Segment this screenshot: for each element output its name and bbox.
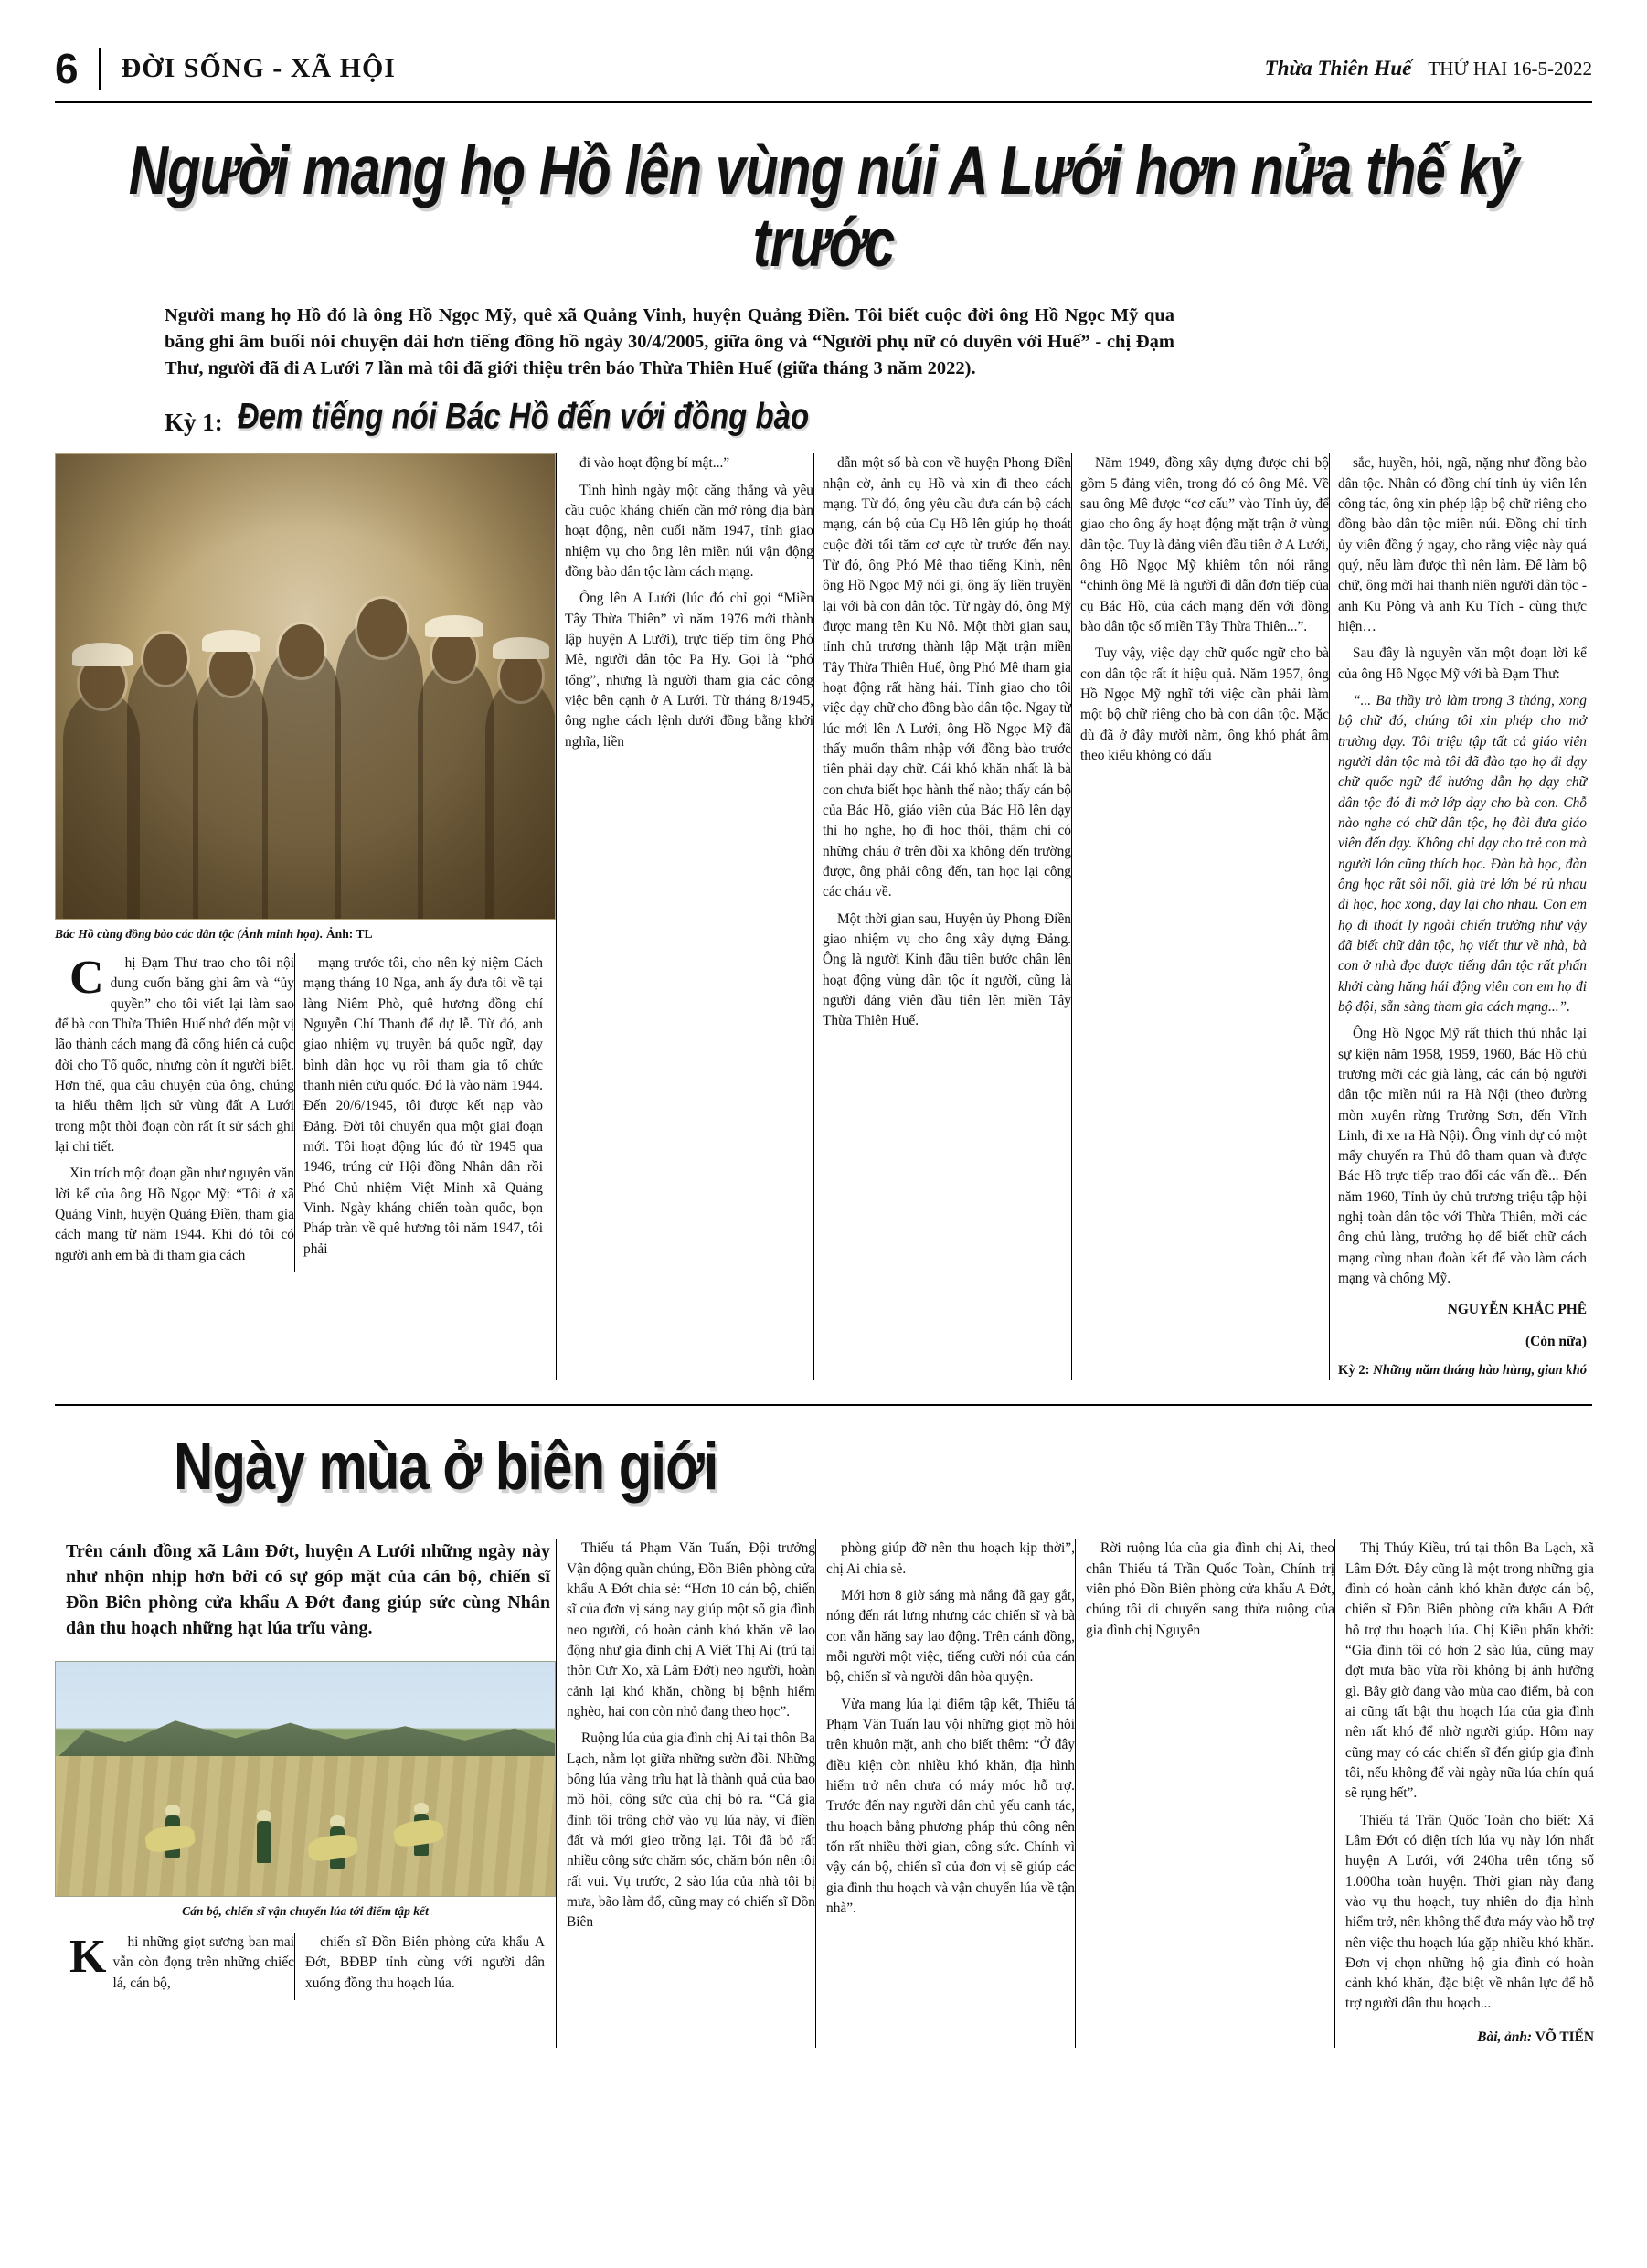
article1-col3-p3: Ông lên A Lưới (lúc đó chỉ gọi “Miền Tây Thừa Thiên” vì năm 1976 mới thành lập huyện A Lưới), trực tiếp tìm ông Phó Mê, người dân tộc Pa Hy. Gọi là “phó tổng”, nhưng là người tham gia các công việc bên cạnh ở A Lưới. Từ tháng 8/1945, ông nghe cách lệnh dưới đồng bằng khởi nghĩa, liền <box>565 591 813 750</box>
article2-left-columns <box>55 1930 556 2000</box>
article1-photo-caption-text: Bác Hồ cùng đồng bào các dân tộc (Ảnh minh họa). <box>55 927 324 942</box>
column-rule <box>1075 1539 1076 2048</box>
paper-name: Thừa Thiên Huế <box>1264 57 1412 80</box>
column-rule <box>813 453 814 1380</box>
article1-photo-caption <box>55 926 556 942</box>
article1-part-row <box>165 395 1592 437</box>
article1-col5-p4: Ông Hồ Ngọc Mỹ rất thích thú nhắc lại sự kiện năm 1958, 1959, 1960, Bác Hồ chủ trương mời các già làng, các cán bộ người dân tộc miền núi ra Hà Nội (theo đường mòn xuyên rừng Trường Sơn, đến Vĩnh Linh, đi xe ra Hà Nội). Ông vinh dự có một mấy chuyến ra Thủ đô tham quan và được Bác Hồ trực tiếp trao đổi các vấn đề... Đến năm 1960, Tỉnh ủy chủ trương triệu tập hội nghị toàn dân tộc với Thừa Thiên, mời các ông chủ làng, trưởng họ để biết chữ cách mạng cùng nhau đoàn kết để vào làm cách mạng và chống Mỹ. <box>1338 1026 1587 1287</box>
article1-col3-p1: đi vào hoạt động bí mật...” <box>579 455 730 472</box>
article1-left-block <box>55 453 556 1380</box>
article2-col3 <box>567 1539 815 2048</box>
column-rule <box>556 453 557 1380</box>
column-rule <box>556 1539 557 2048</box>
issue-date: THỨ HAI 16-5-2022 <box>1428 58 1592 80</box>
article1-photo <box>55 453 556 920</box>
article1-lead-wrap <box>55 303 1592 382</box>
article1-col3-p2: Tình hình ngày một căng thẳng và yêu cầu cuộc kháng chiến cần mở rộng địa bàn hoạt động, nên cuối năm 1947, tỉnh giao nhiệm vụ cho ông lên miền núi vận động đồng bào dân tộc làm cách mạng. <box>565 482 813 580</box>
column-rule <box>294 1933 295 2000</box>
article1-next-part-label: Kỳ 2: <box>1338 1363 1370 1379</box>
masthead-divider <box>99 48 101 90</box>
article2-headline: Ngày mùa ở biên giới <box>174 1429 718 1505</box>
article2-photo-caption: Cán bộ, chiến sĩ vận chuyển lúa tới điểm tập kết <box>182 1904 429 1919</box>
article1-left-columns <box>55 953 556 1272</box>
article1-col4b <box>1080 453 1329 1380</box>
column-rule <box>1071 453 1072 1380</box>
column-rule <box>1329 453 1330 1380</box>
article2-col4-p2: Mới hơn 8 giờ sáng mà nắng đã gay gắt, nóng đến rát lưng nhưng các chiến sĩ và bà con vẫn hăng say lao động. Trên cánh đồng, mỗi người một việc, tiếng cười nói của cán bộ, chiến sĩ và người dân hòa quyện. <box>826 1587 1075 1686</box>
article1-photo-credit: Ảnh: TL <box>325 927 373 942</box>
column-rule <box>294 953 295 1272</box>
article1-col3 <box>565 453 813 1380</box>
column-rule <box>815 1539 816 2048</box>
article1-continued: (Còn nữa) <box>1525 1333 1587 1349</box>
article1-col1-p2: Xin trích một đoạn gần như nguyên văn lời kể của ông Hồ Ngọc Mỹ: “Tôi ở xã Quảng Vinh, huyện Quảng Điền, tham gia cách mạng từ năm 1944. Khi đó tôi có người anh em bà đi tham gia cách <box>55 1166 294 1263</box>
article1-col1-p1: Chị Đạm Thư trao cho tôi nội dung cuốn băng ghi âm và “ủy quyền” cho tôi viết lại làm sao để bà con Thừa Thiên Huế nhớ đến một vị lão thành cách mạng đã cống hiến cả cuộc đời cho Tổ quốc, nhưng còn ít người biết. Hơn thế, qua câu chuyện của ông, chúng ta hiểu thêm lịch sử vùng đất A Lưới trong một thời đoạn còn rất ít sử sách ghi lại chi tiết. <box>55 952 294 1155</box>
page-number: 6 <box>55 45 79 92</box>
article2-col2-p1: chiến sĩ Đồn Biên phòng cửa khẩu A Đớt, BĐBP tỉnh cùng với người dân xuống đồng thu hoạch lúa. <box>305 1933 545 1991</box>
article1-col2 <box>303 953 543 1272</box>
article2-col3-p2: Ruộng lúa của gia đình chị Ai tại thôn Ba Lạch, nằm lọt giữa những sườn đồi. Những bông lúa vàng trĩu hạt là thành quả của bao mồ hôi, công sức của chị bỏ ra. “Cả gia đình tôi trông chờ vào vụ lúa này, vì điền đất và mới gieo trồng lại. Tôi đã bỏ rất nhiều công sức chăm sóc, chăm bón nên tôi rất vui. Vụ trước, 2 sào lúa của nhà tôi bị mưa, bão làm đổ, cũng may có chiến sĩ Đồn Biên <box>567 1730 815 1931</box>
article2-col5-p2: Thiếu tá Trần Quốc Toàn cho biết: Xã Lâm Đớt có diện tích lúa vụ này lớn nhất huyện A Lưới, với 240ha trên tổng số 1.000ha toàn huyện. Thời gian này đang vào vụ thu hoạch, tuy nhiên do địa hình hiểm trở, nên không thể đưa máy vào hỗ trợ nên việc thu hoạch lúa gặp nhiều khó khăn. Đơn vị chọn những hộ gia đình có hoàn cảnh khó khăn, đặc biệt về nhân lực để hỗ trợ người dân thu hoạch... <box>1345 1812 1594 2012</box>
article1-col4-p1: dẫn một số bà con về huyện Phong Điền nhận cờ, ảnh cụ Hồ và xin đi theo cách mạng. Từ đó, ông yêu cầu đưa cán bộ cách mạng, cán bộ của Cụ Hồ lên giúp họ thoát cuộc đời tối tăm cơ cực từ trước đến nay. Từ đó, ông Phó Mê thao tiếng Kinh, nên ông Hồ Ngọc Mỹ nói gì, ông ấy liền truyền lại với bà con dân tộc. Từ ngày đó, ông Mỹ được mang tên Ku Nô. Một thời gian sau, tỉnh chủ trương thành lập Mặt trận miền Tây Thừa Thiên Huế, ông Phó Mê tham gia hoạt động rất hăng hái. Tỉnh giao cho tôi việc dạy chữ cho đồng bào dân tộc. Ngay từ lúc mới lên A Lưới, ông Hồ Ngọc Mỹ đã thấy muốn thâm nhập với đồng bào trước tiên phải dạy chữ. Cái khó khăn nhất là bà con chưa biết học hành thế nào; thấy cán bộ của Bác Hồ, giáo viên của Bác Hồ lên dạy thì họ nghe, họ đi học thôi, thậm chí có những cháu ở trên đồi xa không đến trường được, ông phải công đến, tan học lại công các cháu về. <box>823 455 1071 900</box>
article1-col4-p2: Một thời gian sau, Huyện ủy Phong Điền giao nhiệm vụ cho ông xây dựng Đảng. Ông là người Kinh đầu tiên bước chân lên hoạt động vùng dân tộc ít người, cũng là người đảng viên đầu tiên lên miền Tây Thừa Thiên Huế. <box>823 910 1071 1029</box>
masthead-right <box>1265 57 1592 80</box>
article1-body <box>55 453 1592 1380</box>
article1-col1 <box>55 953 294 1272</box>
article2-col4a <box>826 1539 1075 2048</box>
article1-col4-p4: Tuy vậy, việc dạy chữ quốc ngữ cho bà con dân tộc rất ít hiệu quả. Năm 1957, ông Hồ Ngọc Mỹ nghĩ tới việc cần phải làm một bộ chữ riêng cho bà con dân tộc. Mặc dù đã ở đây mười năm, ông khó phát âm theo kiểu không có dấu <box>1080 645 1329 763</box>
article1-col4a <box>823 453 1071 1380</box>
article2-col1 <box>55 1930 294 2000</box>
article1-headline: Người mang họ Hồ lên vùng núi A Lưới hơn nửa thế kỷ trước <box>128 132 1519 281</box>
article1-col5-p2: Sau đây là nguyên văn một đoạn lời kể của ông Hồ Ngọc Mỹ với bà Đạm Thư: <box>1338 645 1587 682</box>
column-rule <box>1334 1539 1335 2048</box>
article1-next-part-title: Những năm tháng hào hùng, gian khó <box>1373 1363 1587 1379</box>
article2-photo <box>55 1661 556 1897</box>
article2-col5-p1: Thị Thúy Kiều, trú tại thôn Ba Lạch, xã Lâm Đớt. Đây cũng là một trong những gia đình có hoàn cảnh khó khăn được cán bộ, chiến sĩ Đồn Biên phòng cửa khẩu A Đớt hỗ trợ thu hoạch lúa. Chị Kiều phấn khởi: “Gia đình tôi có hơn 2 sào lúa, cũng may đợt mưa bão vừa rồi không bị ảnh hưởng gì. Bây giờ đang vào mùa cao điểm, bà con ai cũng tất bật thu hoạch lúa của gia đình nên rất khó để nhờ người giúp. Hôm nay cũng may có các chiến sĩ đến giúp gia đình tôi, nếu không để vài ngày nữa lúa chín quá sẽ rụng hết”. <box>1345 1540 1594 1802</box>
article2-sapo: Trên cánh đồng xã Lâm Đớt, huyện A Lưới những ngày này như nhộn nhịp hơn bởi có sự góp mặt của cán bộ, chiến sĩ Đồn Biên phòng cửa khẩu A Đớt đang giúp sức cùng Nhân dân thu hoạch những hạt lúa trĩu vàng. <box>66 1541 550 1639</box>
article1-photo-wrap <box>55 453 556 942</box>
article1-col4-p3: Năm 1949, đồng xây dựng được chi bộ gồm 5 đảng viên, trong đó có ông Mê. Về sau ông Mê được “cơ cấu” vào Tỉnh ủy, để giao cho ông ấy hoạt động mặt trận ở vùng dân tộc. Tuy là đảng viên đầu tiên ở A Lưới, ông Hồ Ngọc Mỹ khiêm tốn nói rằng “chính ông Mê là người đi dẫn đơn tiếp của cụ Bác Hồ, của cách mạng đến với đồng bào dân tộc số miền Tây Thừa Thiên...”. <box>1080 455 1329 634</box>
article2-byline <box>1345 2028 1594 2048</box>
article2-col4-p1: phòng giúp đỡ nên thu hoạch kịp thời”, chị Ai chia sẻ. <box>826 1540 1075 1577</box>
article2-col1-p1: Khi những giọt sương ban mai vẫn còn đọng trên những chiếc lá, cán bộ, <box>69 1930 294 1991</box>
article2-byline-name: VÕ TIẾN <box>1535 2028 1594 2045</box>
article1-col5-p1: sắc, huyền, hỏi, ngã, nặng như đồng bào dân tộc. Nhân có đồng chí tỉnh ủy viên lên công tác, ông xin phép lập bộ chữ riêng cho đồng bào dân tộc miền núi. Đồng chí tỉnh ủy viên đồng ý ngay, cho rằng việc này quá quý, nếu làm được thì nên làm. Để làm bộ chữ, ông mời hai thanh niên người dân tộc - anh Ku Pông và anh Ku Tích - cùng thực hiện… <box>1338 455 1587 634</box>
article2-col4-p4: Rời ruộng lúa của gia đình chị Ai, theo chân Thiếu tá Trần Quốc Toàn, Chính trị viên phó Đồn Biên phòng cửa khẩu A Đớt, chúng tôi di chuyển sang thửa ruộng của gia đình chị Nguyễn <box>1086 1540 1334 1638</box>
article2-col4-p3: Vừa mang lúa lại điểm tập kết, Thiếu tá Phạm Văn Tuấn lau vội những giọt mồ hôi trên khuôn mặt, anh cho biết thêm: “Ở đây điều kiện còn nhiều khó khăn, địa hình hiểm trở nên chưa có máy móc hỗ trợ. Trước đến nay người dân chủ yếu canh tác, thu hoạch bằng phương pháp thủ công nên tốn rất nhiều thời gian, công sức. Chính vì vậy cán bộ, chiến sĩ của đơn vị sẽ giúp các gia đình thu hoạch và vận chuyển lúa về tận nhà”. <box>826 1696 1075 1916</box>
masthead <box>55 45 1592 103</box>
article2-col3-p1: Thiếu tá Phạm Văn Tuấn, Đội trưởng Vận động quần chúng, Đồn Biên phòng cửa khẩu A Đớt chia sẻ: “Hơn 10 cán bộ, chiến sĩ của đơn vị sáng nay giúp một số gia đình neo người, có hoàn cảnh khó khăn về lao động như gia đình chị A Viết Thị Ai (trú tại thôn Cưr Xo, xã Lâm Đớt) neo người, hoàn cảnh lại khó khăn, chồng bị bệnh hiểm nghèo, hai con còn nhỏ đang theo học”. <box>567 1540 815 1720</box>
article1-part-label: Kỳ 1: <box>165 409 223 437</box>
article2-left-block <box>55 1539 556 2048</box>
article-divider <box>55 1404 1592 1406</box>
article2-byline-label: Bài, ảnh: <box>1477 2028 1533 2045</box>
article2-body <box>55 1539 1592 2048</box>
article1-author: NGUYỄN KHẮC PHÊ <box>1447 1302 1587 1318</box>
article1-next-part <box>1338 1361 1587 1380</box>
article2-col4b <box>1086 1539 1334 2048</box>
article2-col2 <box>305 1933 545 2000</box>
article1-lead: Người mang họ Hồ đó là ông Hồ Ngọc Mỹ, quê xã Quảng Vinh, huyện Quảng Điền. Tôi biết cuộc đời ông Hồ Ngọc Mỹ qua băng ghi âm buổi nói chuyện dài hơn tiếng đồng hồ ngày 30/4/2005, giữa ông và “Người phụ nữ có duyên với Huế” - chị Đạm Thư, người đã đi A Lưới 7 lần mà tôi đã giới thiệu trên báo Thừa Thiên Huế (giữa tháng 3 năm 2022). <box>165 305 1174 379</box>
article1-col2-p1: mạng trước tôi, cho nên kỷ niệm Cách mạng tháng 10 Nga, anh ấy đưa tôi về tại làng Niêm Phò, quê hương đồng chí Nguyễn Chí Thanh để dự lễ. Từ đó, anh giao nhiệm vụ truyền bá quốc ngữ, dạy bình dân học vụ rồi tham gia tổ chức thanh niên cứu quốc. Đó là vào năm 1944. Đến 20/6/1945, tôi được kết nạp vào Đảng. Đời tôi chuyển qua một giai đoạn mới. Tôi hoạt động lúc đó từ 1945 qua 1946, trúng cử Hội đồng Nhân dân rồi Phó Chủ nhiệm Việt Minh xã Quảng Vinh. Ngày kháng chiến toàn quốc, bọn Pháp tràn về quê hương tôi năm 1947, tôi phải <box>303 955 543 1257</box>
section-title: ĐỜI SỐNG - XÃ HỘI <box>121 53 396 83</box>
article1-subhead: Đem tiếng nói Bác Hồ đến với đồng bào <box>237 395 810 437</box>
article1-col5-p3: “... Ba thầy trò làm trong 3 tháng, xong bộ chữ đó, chúng tôi xin phép cho mở trường dạy. Tôi triệu tập tất cả giáo viên người dân tộc mà tôi đã đào tạo họ đi dạy chữ quốc ngữ để hướng dẫn họ dạy chữ dân tộc đó đi mở lớp dạy cho bà con. Chỗ nào nghe có chữ dân tộc, họ đòi đưa giáo viên đến dạy. Không chỉ dạy cho trẻ con mà người lớn cũng thích học. Đàn bà học, đàn ông học rất sôi nổi, già trẻ lớn bé rủ nhau đi học, học xong, dạy lại cho nhau. Con em họ đi thoát ly ngoài chiến trường như vậy đã biết chữ dân tộc, họ viết thư về nhà, bà con ở nhà đọc được tiếng dân tộc rất phấn khởi càng hăng hái động viên con em họ đi bộ đội, sẵn sàng tham gia cách mạng...”. <box>1338 692 1587 1015</box>
article1-col5 <box>1338 453 1587 1380</box>
article2-col5 <box>1345 1539 1594 2048</box>
